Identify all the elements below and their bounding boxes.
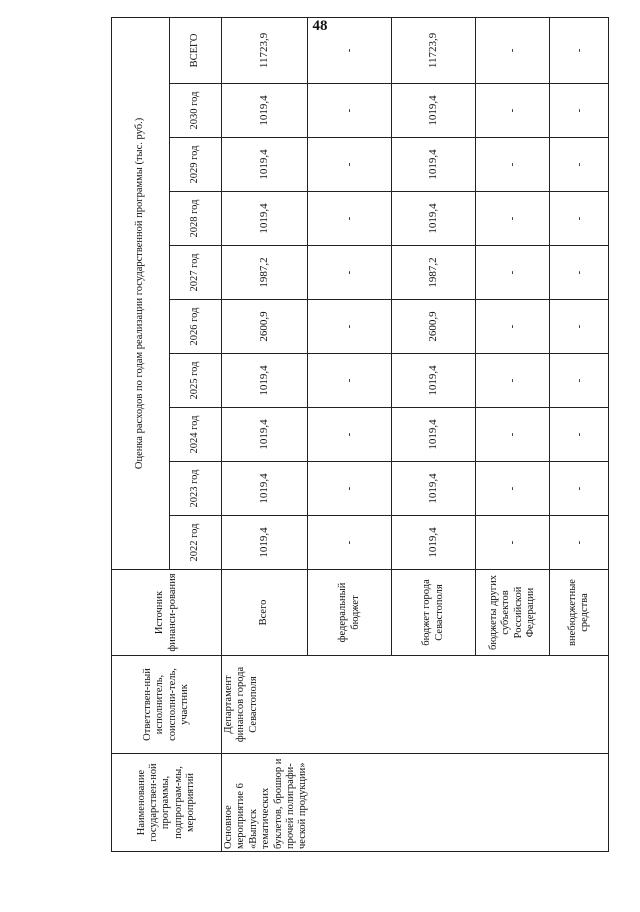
header-year: 2029 год [170, 138, 222, 192]
executor-continuation [308, 656, 609, 754]
value-cell: - [476, 516, 550, 570]
value-cell: - [476, 84, 550, 138]
header-group: Оценка расходов по годам реализации государственной программы (тыс. руб.) [112, 17, 170, 569]
table-row [222, 17, 308, 851]
value-cell: - [476, 138, 550, 192]
header-name: Наименование государствен-ной программы, подпрограм-мы, мероприятий [112, 754, 222, 852]
value-cell: 1019,4 [222, 462, 308, 516]
header-year: 2027 год [170, 246, 222, 300]
value-cell: - [550, 138, 609, 192]
value-cell: 1019,4 [222, 408, 308, 462]
value-cell: 2600,9 [222, 300, 308, 354]
value-cell: 1019,4 [392, 462, 476, 516]
value-cell: - [550, 300, 609, 354]
value-cell: - [550, 408, 609, 462]
value-cell: - [308, 300, 392, 354]
value-cell: 1019,4 [392, 138, 476, 192]
value-cell: 1019,4 [222, 192, 308, 246]
value-cell: - [476, 192, 550, 246]
source-cell: федеральный бюджет [308, 570, 392, 656]
page-number: 48 [312, 18, 328, 34]
value-cell: 1019,4 [222, 84, 308, 138]
value-cell: - [550, 354, 609, 408]
header-year: 2026 год [170, 300, 222, 354]
value-cell: - [476, 246, 550, 300]
value-cell: 1019,4 [222, 138, 308, 192]
header-year: 2025 год [170, 354, 222, 408]
expenditure-table [111, 17, 609, 852]
table-row [308, 17, 392, 851]
value-cell: 2600,9 [392, 300, 476, 354]
header-executor: Ответствен-ный исполнитель, соисполни-тель, участник [112, 656, 222, 754]
activity-name: Основное мероприятие 6 «Выпуск тематических буклетов, брошюр и прочей полиграфи-ческой продукции» [222, 754, 609, 852]
header-year: 2030 год [170, 84, 222, 138]
value-cell: - [308, 84, 392, 138]
value-cell: 1019,4 [392, 516, 476, 570]
value-cell: - [476, 300, 550, 354]
value-cell: 1019,4 [392, 84, 476, 138]
header-year-total: ВСЕГО [170, 17, 222, 83]
header-year: 2024 год [170, 408, 222, 462]
value-cell: - [550, 246, 609, 300]
value-cell-total: - [476, 17, 550, 83]
header-year: 2028 год [170, 192, 222, 246]
value-cell: 1019,4 [392, 408, 476, 462]
header-year: 2022 год [170, 516, 222, 570]
value-cell: - [308, 516, 392, 570]
value-cell: 1019,4 [392, 354, 476, 408]
header-year: 2023 год [170, 462, 222, 516]
value-cell: - [550, 192, 609, 246]
value-cell-total: - [550, 17, 609, 83]
value-cell: - [308, 192, 392, 246]
value-cell-total: 11723,9 [222, 17, 308, 83]
value-cell: - [550, 462, 609, 516]
value-cell: - [476, 354, 550, 408]
header-source: Источник финанси-рования [112, 570, 222, 656]
value-cell: - [308, 408, 392, 462]
value-cell: 1019,4 [222, 354, 308, 408]
activity-executor: Департамент финансов города Севастополя [222, 656, 308, 754]
source-cell: Всего [222, 570, 308, 656]
value-cell: 1019,4 [392, 192, 476, 246]
header-row-group [112, 17, 170, 851]
rotated-table-container [111, 32, 608, 852]
value-cell: - [308, 246, 392, 300]
source-cell: бюджет города Севастополя [392, 570, 476, 656]
value-cell: - [550, 516, 609, 570]
source-cell: бюджеты других субъектов Российской Федерации [476, 570, 550, 656]
value-cell: - [476, 408, 550, 462]
value-cell: 1019,4 [222, 516, 308, 570]
value-cell: 1987,2 [222, 246, 308, 300]
value-cell: 1987,2 [392, 246, 476, 300]
source-cell: внебюджетные средства [550, 570, 609, 656]
value-cell-total: 11723,9 [392, 17, 476, 83]
value-cell: - [308, 462, 392, 516]
value-cell: - [550, 84, 609, 138]
value-cell: - [308, 138, 392, 192]
value-cell: - [476, 462, 550, 516]
value-cell-total: - [308, 17, 392, 83]
value-cell: - [308, 354, 392, 408]
